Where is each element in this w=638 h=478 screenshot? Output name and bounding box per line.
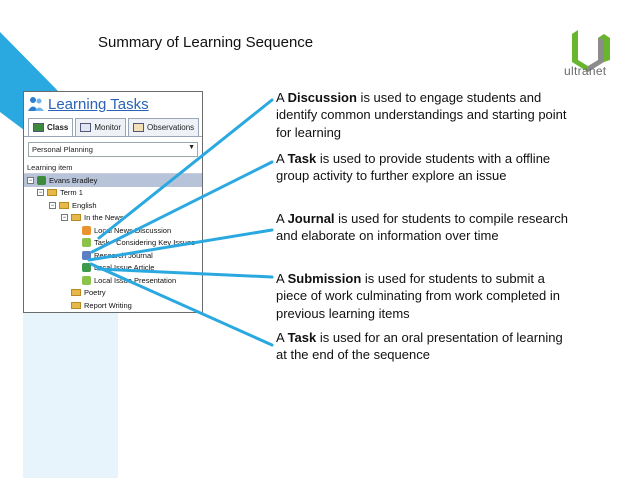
desc-prefix: A bbox=[276, 211, 288, 226]
student-name: Evans Bradley bbox=[49, 175, 98, 185]
tab-bar bbox=[24, 118, 202, 137]
tree-row-report[interactable] bbox=[24, 299, 202, 312]
desc-keyword: Journal bbox=[287, 211, 335, 226]
student-icon bbox=[37, 176, 46, 185]
description-task-group bbox=[276, 150, 576, 185]
term-label: Term 1 bbox=[60, 188, 83, 198]
poetry-label: Poetry bbox=[84, 288, 106, 298]
item-label: Local News Discussion bbox=[94, 225, 172, 235]
desc-text: is used for students to submit a piece of work culminating from work completed in previous learning items bbox=[276, 271, 560, 321]
people-icon bbox=[27, 95, 45, 113]
desc-keyword: Task bbox=[287, 151, 317, 166]
item-label: Local Issue Presentation bbox=[94, 275, 177, 285]
task-icon bbox=[82, 276, 91, 285]
observations-icon bbox=[133, 123, 144, 132]
panel-title: Learning Tasks bbox=[48, 95, 149, 113]
desc-text: is used to provide students with a offline group activity to further explore an issue bbox=[276, 151, 551, 184]
desc-prefix: A bbox=[276, 151, 288, 166]
folder-icon bbox=[59, 202, 69, 209]
item-label: Task - Considering Key Issues bbox=[94, 238, 195, 248]
tree-row-item-presentation[interactable] bbox=[24, 274, 202, 287]
tree-row-poetry[interactable] bbox=[24, 287, 202, 300]
description-journal bbox=[276, 210, 576, 245]
folder-icon bbox=[71, 302, 81, 309]
desc-prefix: A bbox=[276, 271, 288, 286]
task-icon bbox=[82, 238, 91, 247]
item-label: Local Issue Article bbox=[94, 263, 155, 273]
report-label: Report Writing bbox=[84, 300, 132, 310]
desc-prefix: A bbox=[276, 90, 288, 105]
collapse-icon[interactable]: − bbox=[28, 177, 33, 184]
tab-monitor[interactable] bbox=[75, 118, 126, 136]
submission-icon bbox=[82, 263, 91, 272]
tree-row-item-task[interactable] bbox=[24, 237, 202, 250]
tree-row-student[interactable] bbox=[24, 174, 202, 187]
tab-observations-label: Observations bbox=[147, 123, 195, 132]
planning-dropdown[interactable] bbox=[28, 142, 198, 157]
unit-label: In the News bbox=[84, 213, 124, 223]
folder-icon bbox=[71, 214, 81, 221]
desc-keyword: Submission bbox=[287, 271, 362, 286]
subject-label: English bbox=[72, 200, 97, 210]
tree-row-subject[interactable] bbox=[24, 199, 202, 212]
description-task-presentation bbox=[276, 329, 576, 364]
description-submission bbox=[276, 270, 576, 322]
desc-text: is used for an oral presentation of learning at the end of the sequence bbox=[276, 330, 563, 363]
description-discussion bbox=[276, 89, 576, 141]
collapse-icon[interactable]: − bbox=[50, 202, 55, 209]
tree-row-item-discussion[interactable] bbox=[24, 224, 202, 237]
panel-header bbox=[24, 92, 202, 116]
tab-class[interactable] bbox=[28, 118, 73, 136]
tab-class-label: Class bbox=[47, 123, 69, 132]
desc-prefix: A bbox=[276, 330, 288, 345]
learning-tasks-panel bbox=[23, 91, 203, 313]
tree-row-item-article[interactable] bbox=[24, 262, 202, 275]
discussion-icon bbox=[82, 226, 91, 235]
collapse-icon[interactable]: − bbox=[62, 215, 67, 222]
tree-row-term[interactable] bbox=[24, 187, 202, 200]
class-icon bbox=[33, 123, 44, 132]
desc-keyword: Discussion bbox=[287, 90, 357, 105]
folder-icon bbox=[71, 289, 81, 296]
collapse-icon[interactable]: − bbox=[38, 190, 43, 197]
column-header: Learning item bbox=[24, 163, 202, 174]
desc-keyword: Task bbox=[287, 330, 317, 345]
tree-row-item-journal[interactable] bbox=[24, 249, 202, 262]
monitor-icon bbox=[80, 123, 91, 132]
journal-icon bbox=[82, 251, 91, 260]
slide-title: Summary of Learning Sequence bbox=[98, 34, 314, 51]
folder-icon bbox=[47, 189, 57, 196]
desc-text: is used to engage students and identify common understandings and starting point for learning bbox=[276, 90, 567, 140]
desc-text: is used for students to compile research and elaborate on information over time bbox=[276, 211, 568, 244]
logo-text: ultranet bbox=[564, 64, 607, 78]
tab-observations[interactable] bbox=[128, 118, 199, 136]
item-label: Research Journal bbox=[94, 250, 153, 260]
chevron-down-icon: ▼ bbox=[188, 144, 195, 151]
dropdown-value: Personal Planning bbox=[32, 145, 93, 154]
tab-monitor-label: Monitor bbox=[94, 123, 122, 132]
tree-row-unit[interactable] bbox=[24, 212, 202, 225]
